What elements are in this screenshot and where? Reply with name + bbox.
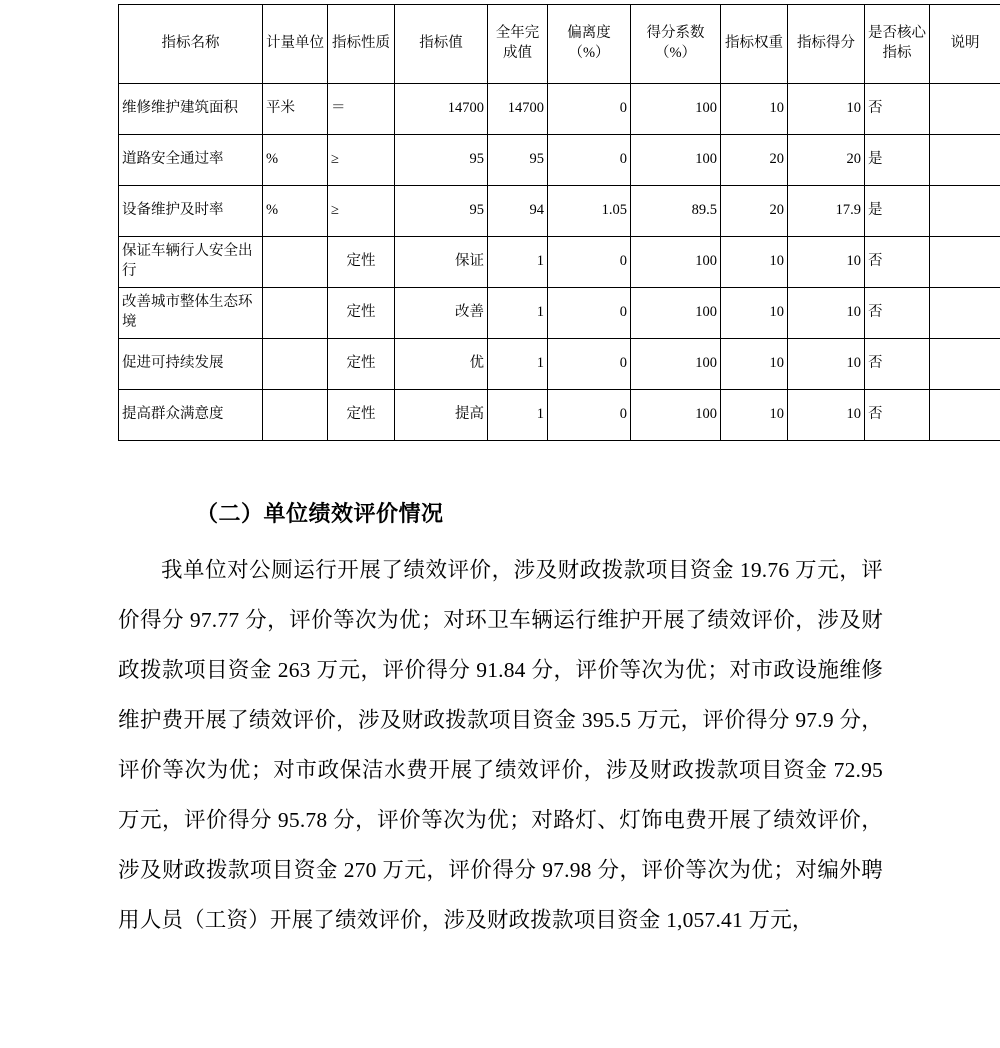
cell-weight: 10 bbox=[721, 339, 788, 390]
cell-nature: 定性 bbox=[328, 339, 395, 390]
col-header-done: 全年完成值 bbox=[488, 5, 548, 84]
cell-nature: ≥ bbox=[328, 186, 395, 237]
cell-note bbox=[930, 84, 1000, 135]
table-row bbox=[119, 186, 1000, 237]
cell-deviation: 0 bbox=[548, 135, 631, 186]
cell-name: 道路安全通过率 bbox=[119, 135, 263, 186]
cell-core: 是 bbox=[865, 186, 930, 237]
cell-weight: 10 bbox=[721, 288, 788, 339]
cell-coefficient: 89.5 bbox=[631, 186, 721, 237]
table-row bbox=[119, 339, 1000, 390]
cell-nature: ＝ bbox=[328, 84, 395, 135]
cell-name: 改善城市整体生态环境 bbox=[119, 288, 263, 339]
cell-name: 提高群众满意度 bbox=[119, 390, 263, 441]
col-header-weight: 指标权重 bbox=[721, 5, 788, 84]
table-body bbox=[119, 84, 1000, 441]
section-heading: （二）单位绩效评价情况 bbox=[196, 501, 444, 526]
cell-deviation: 0 bbox=[548, 237, 631, 288]
cell-deviation: 0 bbox=[548, 84, 631, 135]
cell-coefficient: 100 bbox=[631, 135, 721, 186]
cell-unit bbox=[263, 339, 328, 390]
cell-unit: % bbox=[263, 186, 328, 237]
cell-note bbox=[930, 186, 1000, 237]
section-paragraph: 我单位对公厕运行开展了绩效评价，涉及财政拨款项目资金 19.76 万元，评价得分 97.77 分，评价等次为优；对环卫车辆运行维护开展了绩效评价，涉及财政拨款项目资金 263 万元，评价得分 91.84 分，评价等次为优；对市政设施维修维护费开展了绩效评价，涉及财政拨款项目资金 395.5 万元，评价得分 97.9 分，评价等次为优；对市政保洁水费开展了绩效评价，涉及财政拨款项目资金 72.95 万元，评价得分 95.78 分，评价等次为优；对路灯、灯饰电费开展了绩效评价，涉及财政拨款项目资金 270 万元，评价得分 97.98 分，评价等次为优；对编外聘用人员（工资）开展了绩效评价，涉及财政拨款项目资金 1,057.41 万元， bbox=[118, 558, 883, 932]
indicator-table bbox=[118, 4, 1000, 441]
table-row bbox=[119, 237, 1000, 288]
cell-core: 是 bbox=[865, 135, 930, 186]
table-header-row bbox=[119, 5, 1000, 84]
cell-coefficient: 100 bbox=[631, 339, 721, 390]
cell-note bbox=[930, 288, 1000, 339]
col-header-name: 指标名称 bbox=[119, 5, 263, 84]
cell-deviation: 0 bbox=[548, 339, 631, 390]
col-header-core: 是否核心指标 bbox=[865, 5, 930, 84]
cell-done: 95 bbox=[488, 135, 548, 186]
cell-done: 1 bbox=[488, 288, 548, 339]
cell-score: 10 bbox=[788, 84, 865, 135]
cell-value: 保证 bbox=[395, 237, 488, 288]
cell-nature: ≥ bbox=[328, 135, 395, 186]
cell-weight: 10 bbox=[721, 84, 788, 135]
cell-note bbox=[930, 390, 1000, 441]
col-header-unit: 计量单位 bbox=[263, 5, 328, 84]
cell-coefficient: 100 bbox=[631, 288, 721, 339]
table-row bbox=[119, 288, 1000, 339]
cell-value: 优 bbox=[395, 339, 488, 390]
cell-core: 否 bbox=[865, 237, 930, 288]
cell-name: 维修维护建筑面积 bbox=[119, 84, 263, 135]
cell-done: 1 bbox=[488, 390, 548, 441]
cell-coefficient: 100 bbox=[631, 84, 721, 135]
cell-coefficient: 100 bbox=[631, 237, 721, 288]
cell-score: 10 bbox=[788, 288, 865, 339]
cell-note bbox=[930, 339, 1000, 390]
cell-done: 94 bbox=[488, 186, 548, 237]
table-header bbox=[119, 5, 1000, 84]
cell-unit bbox=[263, 390, 328, 441]
cell-value: 95 bbox=[395, 186, 488, 237]
cell-name: 促进可持续发展 bbox=[119, 339, 263, 390]
cell-core: 否 bbox=[865, 84, 930, 135]
table-row bbox=[119, 390, 1000, 441]
cell-deviation: 0 bbox=[548, 390, 631, 441]
cell-note bbox=[930, 237, 1000, 288]
cell-unit: 平米 bbox=[263, 84, 328, 135]
cell-nature: 定性 bbox=[328, 288, 395, 339]
cell-deviation: 0 bbox=[548, 288, 631, 339]
cell-core: 否 bbox=[865, 390, 930, 441]
cell-unit bbox=[263, 288, 328, 339]
cell-score: 10 bbox=[788, 390, 865, 441]
col-header-value: 指标值 bbox=[395, 5, 488, 84]
cell-done: 1 bbox=[488, 339, 548, 390]
cell-weight: 20 bbox=[721, 135, 788, 186]
col-header-deviation: 偏离度（%） bbox=[548, 5, 631, 84]
cell-note bbox=[930, 135, 1000, 186]
cell-weight: 10 bbox=[721, 237, 788, 288]
cell-weight: 20 bbox=[721, 186, 788, 237]
cell-done: 14700 bbox=[488, 84, 548, 135]
cell-score: 10 bbox=[788, 237, 865, 288]
indicator-table-container bbox=[118, 4, 980, 441]
cell-score: 20 bbox=[788, 135, 865, 186]
cell-nature: 定性 bbox=[328, 237, 395, 288]
table-row bbox=[119, 84, 1000, 135]
cell-deviation: 1.05 bbox=[548, 186, 631, 237]
cell-value: 95 bbox=[395, 135, 488, 186]
col-header-note: 说明 bbox=[930, 5, 1000, 84]
col-header-nature: 指标性质 bbox=[328, 5, 395, 84]
col-header-score: 指标得分 bbox=[788, 5, 865, 84]
cell-coefficient: 100 bbox=[631, 390, 721, 441]
cell-value: 改善 bbox=[395, 288, 488, 339]
cell-done: 1 bbox=[488, 237, 548, 288]
cell-value: 14700 bbox=[395, 84, 488, 135]
table-row bbox=[119, 135, 1000, 186]
cell-unit: % bbox=[263, 135, 328, 186]
cell-score: 17.9 bbox=[788, 186, 865, 237]
cell-weight: 10 bbox=[721, 390, 788, 441]
cell-core: 否 bbox=[865, 339, 930, 390]
cell-name: 保证车辆行人安全出行 bbox=[119, 237, 263, 288]
cell-unit bbox=[263, 237, 328, 288]
cell-nature: 定性 bbox=[328, 390, 395, 441]
cell-name: 设备维护及时率 bbox=[119, 186, 263, 237]
col-header-coefficient: 得分系数（%） bbox=[631, 5, 721, 84]
cell-core: 否 bbox=[865, 288, 930, 339]
cell-value: 提高 bbox=[395, 390, 488, 441]
cell-score: 10 bbox=[788, 339, 865, 390]
